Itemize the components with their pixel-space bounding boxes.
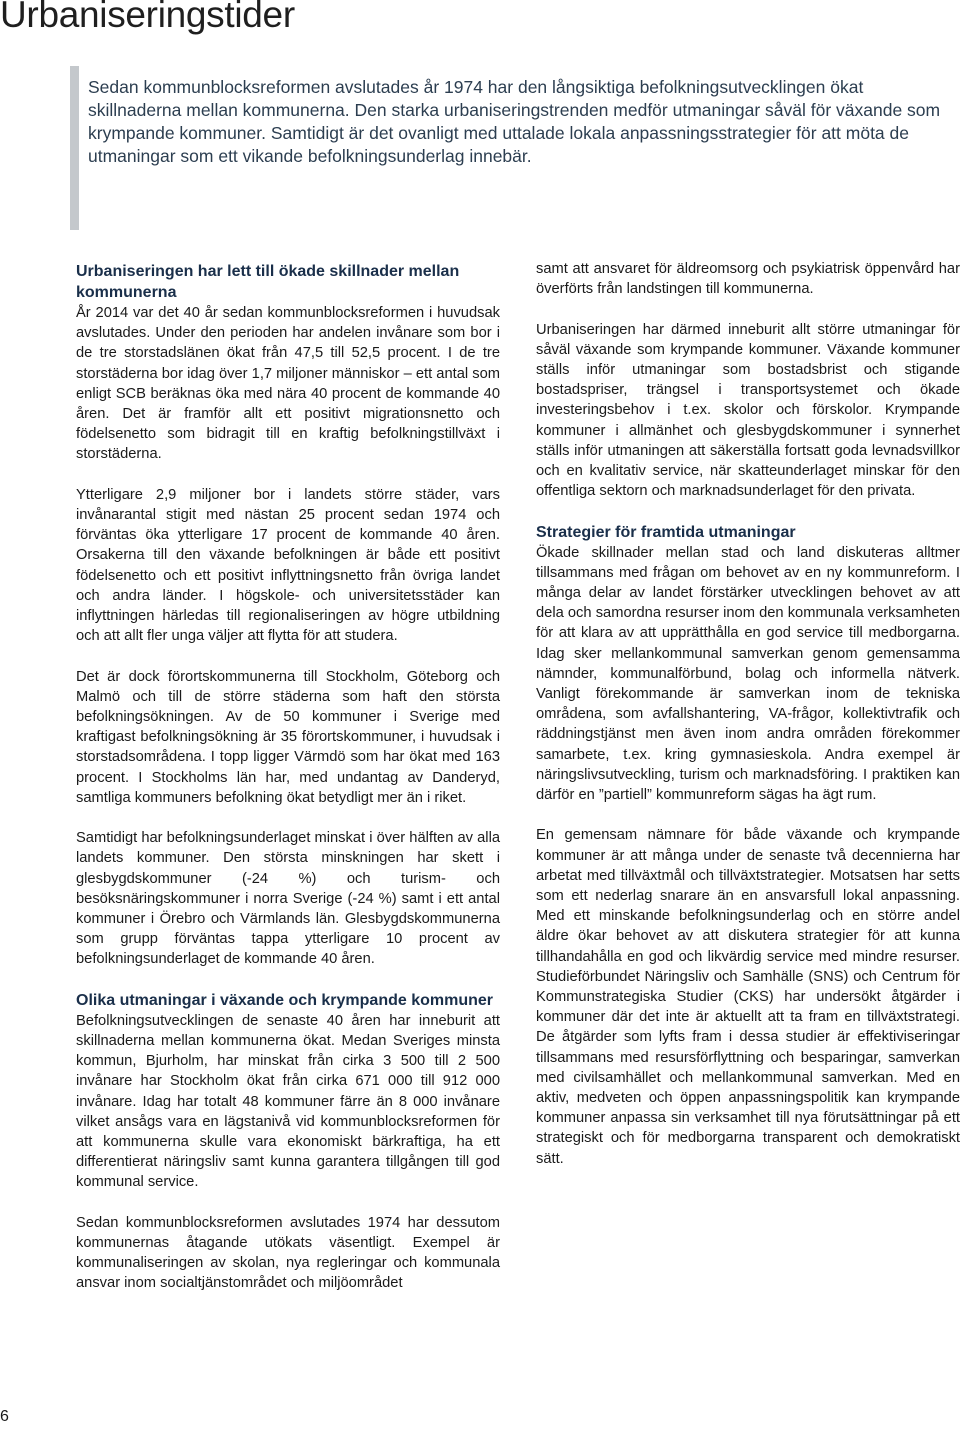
section-heading: Urbaniseringen har lett till ökade skillnader mellan kommunerna xyxy=(76,263,460,301)
paragraph: Ökade skillnader mellan stad och land diskuteras alltmer tillsammans med frågan om behovet av en ny kommunreform. I många delar av landet förstärker utvecklingen behovet av att dela och samordna resurser inom den kommunala verksamheten för att klara av att upprätthålla en god service till medborgarna. Idag sker mellankommunal samverkan genom gemensamma nämnder, kommunalförbund, bolag och informella nätverk. Vanligt förekommande är samverkan inom de tekniska områdena, som avfallshantering, VA-frågor, kollektivtrafik och räddningstjänst men även inom andra områden förekommer samarbete, t.ex. kring gymnasieskola. Andra exempel är näringslivsutveckling, turism och marknadsföring. I praktiken kan därför en ”partiell” kommunreform sägas ha ägt rum. xyxy=(536,544,960,804)
paragraph: Det är dock förortskommunerna till Stockholm, Göteborg och Malmö och till de större städerna som haft den största befolkningsökningen. Av de 50 kommuner i Sverige med kraftigast befolkningsökning är 35 förortskommuner, i huvudsak i storstadsområdena. I topp ligger Värmdö som har ökat med 163 procent. I Stockholms län har, med undantag av Danderyd, samtliga kommuners befolkning ökat betydligt mer än i riket. xyxy=(76,668,500,806)
right-column xyxy=(536,259,960,1189)
page-number: 6 xyxy=(0,1408,9,1425)
paragraph: Befolkningsutvecklingen de senaste 40 åren har inneburit att skillnaderna mellan kommunerna ökat. Medan Sveriges minsta kommun, Bjurholm, har minskat från cirka 3 500 till 2 500 invånare har Stockholm ökat från cirka 671 000 till 912 000 invånare. Idag har totalt 48 kommuner färre än 8 000 invånare vilket ansågs vara en lägstanivå vid kommunblocksreformen för att kommunerna skulle vara ekonomiskt bärkraftiga, ha ett differentierat näringsliv samt kunna garantera tillgången till god kommunal service. xyxy=(76,1012,500,1191)
paragraph: Samtidigt har befolkningsunderlaget minskat i över hälften av alla landets kommuner. Den största minskningen har skett i glesbygdskommuner (-24 %) och turism- och besöksnäringskommuner i norra Sverige (-24 %) samt i ett antal kommuner i Örebro och Värmlands län. Glesbygdskommunerna som grupp förväntas tappa ytterligare 10 procent av befolkningsunderlaget de kommande 40 åren. xyxy=(76,830,500,968)
left-column xyxy=(76,261,500,1314)
paragraph: Ytterligare 2,9 miljoner bor i landets större städer, vars invånarantal stigit med nästan 25 procent sedan 1974 och förväntas öka ytterligare 17 procent de kommande 40 åren. Orsakerna till den växande befolkningen är både ett positivt födelsenetto och ett positivt inflyttningsnetto från övriga landet och andra länder. I högskole- och universitetsstäder kan inflyttningen härledas till regionaliseringen av högre utbildning och att allt fler unga väljer att flytta för att studera. xyxy=(76,486,500,645)
paragraph: samt att ansvaret för äldreomsorg och psykiatrisk öppenvård har överförts från landstingen till kommunerna. xyxy=(536,261,960,298)
paragraph: En gemensam nämnare för både växande och krympande kommuner är att många under de senaste två decennierna har arbetat med tillväxtmål och tillväxtstrategier. Motsatsen har setts som ett nederlag snarare än en ansvarsfull lokal anpassning. Med ett minskande befolkningsunderlag och en större andel äldre ökar behovet av att diskutera strategier för att kunna tillhandahålla en god och likvärdig service med mindre resurser. Studieförbundet Näringsliv och Samhälle (SNS) och Centrum för Kommunstrategiska Studier (CKS) har undersökt åtgärder i kommuner där det inte är aktuellt att ta fram en tillväxtstrategi. De åtgärder som lyfts fram i dessa studier är effektiviseringar tillsammans med resursförflyttning och besparingar, samverkan med civilsamhället och mellankommunal samverkan. Med en aktiv, medveten och öppen anpassningspolitik kan krympande kommuner anpassa sin verksamhet till nya förutsättningar på ett strategiskt och för medborgarna transparent och demokratiskt sätt. xyxy=(536,827,960,1167)
intro-text: Sedan kommunblocksreformen avslutades år 1974 har den långsiktiga befolkningsutvecklingen ökat skillnaderna mellan kommunerna. Den starka urbaniseringstrenden medför utmaningar såväl för växande som krympande kommuner. Samtidigt är det ovanligt med uttalade lokala anpassningsstrategier för att möta de utmaningar som ett vikande befolkningsunderlag innebär. xyxy=(88,77,941,166)
section-heading: Strategier för framtida utmaningar xyxy=(536,523,796,541)
paragraph: Sedan kommunblocksreformen avslutades 1974 har dessutom kommunernas åtagande utökats väsentligt. Exempel är kommunaliseringen av skolan, nya regleringar och kommunala ansvar inom socialtjänstområdet och miljöområdet xyxy=(76,1214,500,1292)
intro-accent-bar xyxy=(70,66,79,230)
page-title: Urbaniseringstider xyxy=(0,0,295,35)
paragraph: Urbaniseringen har därmed inneburit allt större utmaningar för såväl växande som krympande kommuner. Växande kommuner ställs inför utmaningar som bostadsbrist och stigande bostadspriser, trängsel i transportsystemet och ökade investeringsbehov i t.ex. skolor och förskolor. Krympande kommuner i allmänhet och glesbygdskommuner i synnerhet ställs inför utmaningen att säkerställa fortsatt goda levnadsvillkor och en kvalitativ service, när skatteunderlaget minskar för den offentliga sektorn och marknadsunderlaget för den privata. xyxy=(536,321,960,500)
section-heading: Olika utmaningar i växande och krympande kommuner xyxy=(76,991,494,1009)
paragraph: År 2014 var det 40 år sedan kommunblocksreformen i huvudsak avslutades. Under den perioden har andelen invånare som bor i de tre storstadslänen ökat från 47,5 till 52,5 procent. I de tre storstäderna bor idag över 1,7 miljoner människor – ett antal som enligt SCB beräknas öka med nära 40 procent de kommande 40 åren. Det är framför allt ett positivt migrationsnetto och födelsenetto som bidragit till en kraftig befolkningstillväxt i storstäderna. xyxy=(76,305,500,463)
